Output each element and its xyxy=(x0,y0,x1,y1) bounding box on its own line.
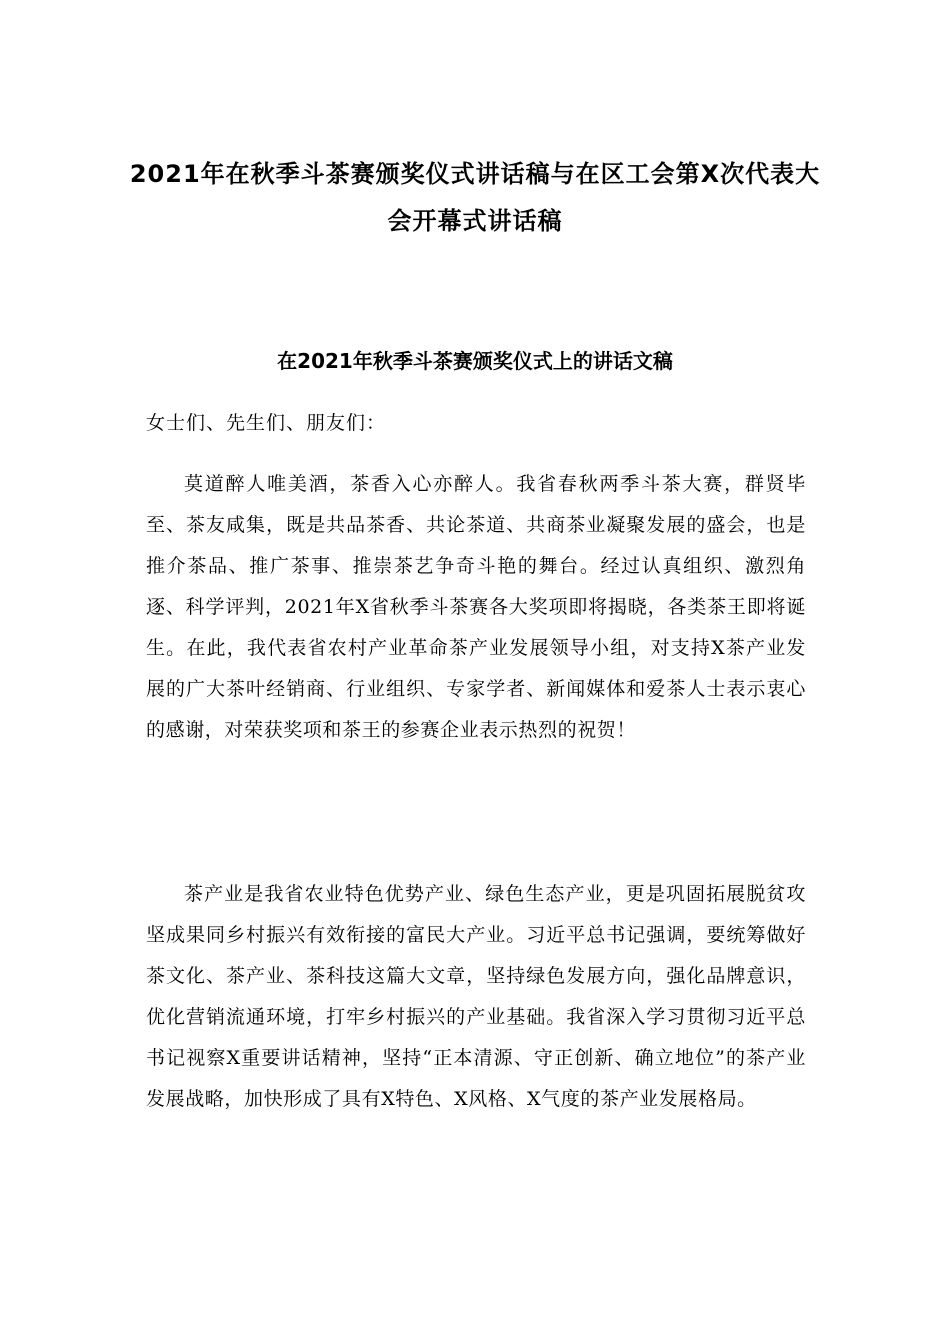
paragraph: 茶产业是我省农业特色优势产业、绿色生态产业，更是巩固拓展脱贫攻坚成果同乡村振兴有效衔接的富民大产业。习近平总书记强调，要统筹做好茶文化、茶产业、茶科技这篇大文章，坚持绿色发展方向，强化品牌意识，优化营销流通环境，打牢乡村振兴的产业基础。我省深入学习贯彻习近平总书记视察X重要讲话精神，坚持“正本清源、守正创新、确立地位”的茶产业发展战略，加快形成了具有X特色、X风格、X气度的茶产业发展格局。 xyxy=(146,883,806,1110)
document-title: 2021年在秋季斗茶赛颁奖仪式讲话稿与在区工会第X次代表大会开幕式讲话稿 xyxy=(129,160,821,235)
speech-subtitle: 在2021年秋季斗茶赛颁奖仪式上的讲话文稿 xyxy=(277,349,673,373)
salutation: 女士们、先生们、朋友们： xyxy=(146,412,387,434)
paragraph: 莫道醉人唯美酒，茶香入心亦醉人。我省春秋两季斗茶大赛，群贤毕至、茶友咸集，既是共品茶香、共论茶道、共商茶业凝聚发展的盛会，也是推介茶品、推广茶事、推崇茶艺争奇斗艳的舞台。经过认真组织、激烈角逐、科学评判，2021年X省秋季斗茶赛各大奖项即将揭晓，各类茶王即将诞生。在此，我代表省农村产业革命茶产业发展领导小组，对支持X茶产业发展的广大茶叶经销商、行业组织、专家学者、新闻媒体和爱茶人士表示衷心的感谢，对荣获奖项和茶王的参赛企业表示热烈的祝贺！ xyxy=(146,473,806,741)
